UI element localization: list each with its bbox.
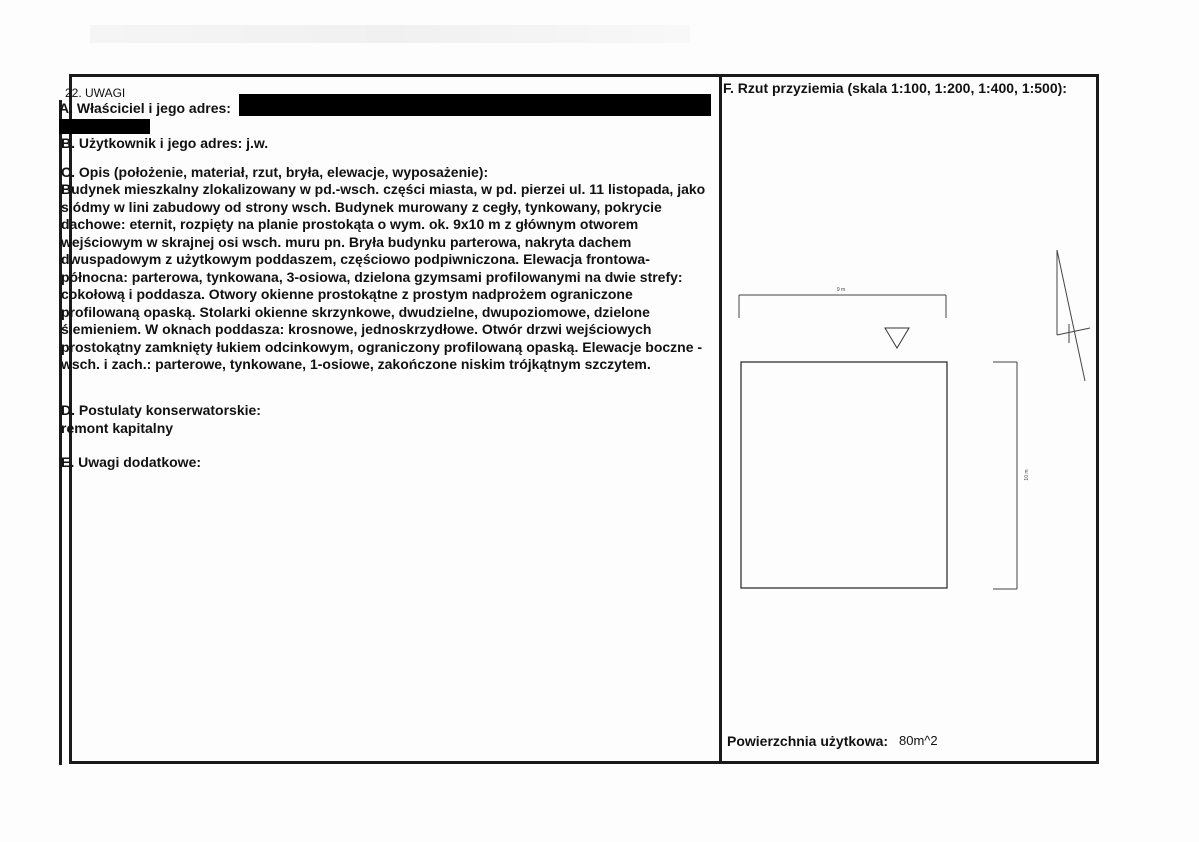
description-line: dwuspadowym z użytkowym poddaszem, częściowo podpiwniczona. Elewacja frontowa-: [61, 251, 650, 267]
height-dimension: [993, 362, 1030, 589]
description-line: siódmy w lini zabudowy od strony wsch. Budynek murowany z cegły, tynkowany, pokrycie: [61, 198, 662, 215]
floor-plan-drawing: [723, 78, 1095, 760]
section-number: 22. UWAGI: [65, 86, 126, 100]
description-line: ślemieniem. W oknach poddasza: krosnowe, jednoskrzydłowe. Otwór drzwi wejściowych: [61, 321, 652, 337]
description-line: Budynek mieszkalny zlokalizowany w pd.-wsch. części miasta, w pd. pierzei ul. 11 listopada, jako: [61, 181, 706, 197]
postulates-value: remont kapitalny: [61, 420, 174, 436]
description-line: północna: parterowa, tynkowana, 3-osiowa, dzielona gzymsami profilowanymi na dwie strefy:: [61, 268, 683, 285]
building-footprint: [741, 362, 947, 588]
north-arrow-icon: [1057, 250, 1090, 381]
height-dimension-label: 10 m: [1024, 469, 1030, 481]
redaction-bar: [59, 119, 150, 134]
description-line: profilowaną opaską. Stolarki okienne skrzynkowe, dwudzielne, dwupoziomowe, dzielone: [61, 303, 650, 320]
description-line: cokołową i poddasza. Otwory okienne prostokątne z prostym nadprożem ograniczone: [61, 286, 633, 302]
description-label: C. Opis (położenie, materiał, rzut, bryła, elewacje, wyposażenie):: [61, 164, 489, 180]
description-text: [61, 181, 716, 374]
remarks-label: E. Uwagi dodatkowe:: [61, 454, 202, 470]
width-dimension: [739, 287, 946, 318]
usable-area-value: 80m^2: [899, 733, 938, 748]
plan-column: [723, 78, 1095, 760]
description-line: dachowe: eternit, rozpięty na planie prostokąta o wym. ok. 9x10 m z głównym otworem: [61, 216, 639, 232]
width-dimension-label: 9 m: [836, 287, 846, 293]
redaction-bar: [239, 94, 711, 116]
user-label: B. Użytkownik i jego adres: j.w.: [61, 135, 269, 151]
faded-header-strip: [90, 25, 690, 43]
owner-label: A. Właściciel i jego adres:: [59, 100, 231, 116]
plan-label: F. Rzut przyziemia (skala 1:100, 1:200, 1:400, 1:500):: [723, 80, 1067, 96]
column-divider: [719, 74, 722, 764]
description-line: wejściowym w skrajnej osi wsch. muru pn. Bryła budynku parterowa, nakryta dachem: [61, 233, 632, 250]
entrance-marker-icon: [885, 328, 909, 348]
postulates-label: D. Postulaty konserwatorskie:: [61, 402, 261, 418]
usable-area-label: Powierzchnia użytkowa:: [727, 733, 889, 749]
description-line: wsch. i zach.: parterowe, tynkowane, 1-osiowe, zakończone niskim trójkątnym szczytem.: [61, 356, 651, 372]
description-line: prostokątny zamknięty łukiem odcinkowym, ograniczony profilowaną opaską. Elewacje boczne -: [61, 338, 703, 355]
